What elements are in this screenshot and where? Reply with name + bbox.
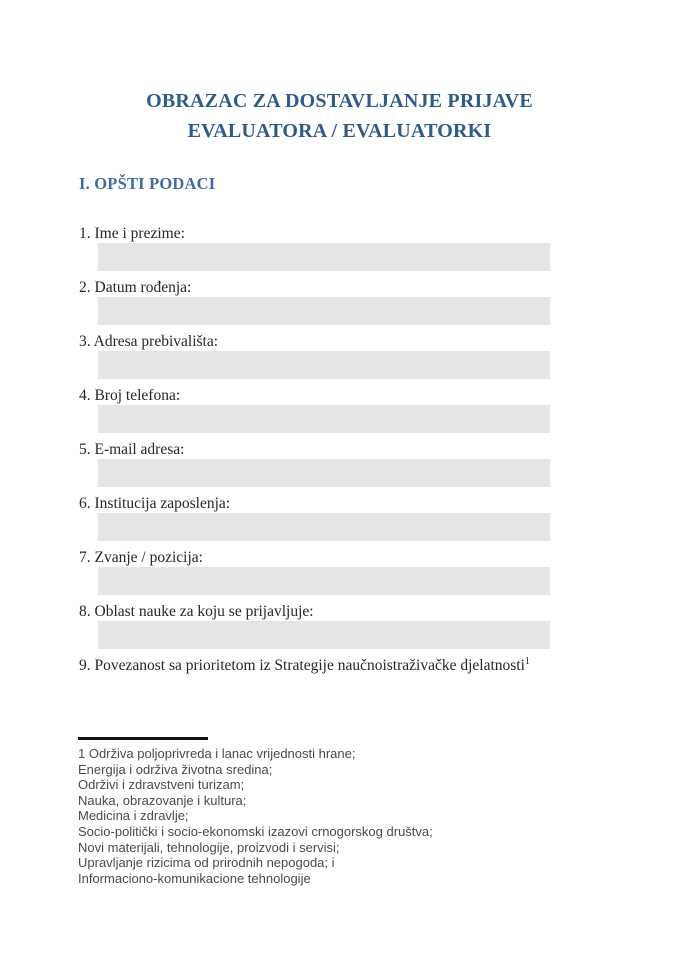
field-label [79,495,559,513]
field-input-7[interactable] [98,567,550,595]
field-label-text-2: 2. Datum rođenja: [79,279,192,296]
footnote-line: Nauka, obrazovanje i kultura; [78,792,247,808]
document-title-line2: EVALUATORA / EVALUATORKI [187,120,492,142]
footnote [78,737,578,886]
footnote-line: Medicina i zdravlje; [78,808,189,824]
form-field [79,225,559,271]
field-input-8[interactable] [98,621,550,649]
footnote-line: Održivi i zdravstveni turizam; [78,777,245,793]
field-label [79,279,559,297]
field-input-1[interactable] [98,243,550,271]
form-field [79,441,559,487]
field-input-6[interactable] [98,513,550,541]
field-label-text-5: 5. E-mail adresa: [79,441,185,458]
form-field [79,387,559,433]
footnote-line: Informaciono-komunikacione tehnologije [78,870,311,886]
footnote-lines [78,746,578,886]
form-field [79,657,559,675]
document-title [0,86,679,146]
form-field [79,603,559,649]
field-label-text-4: 4. Broj telefona: [79,387,181,404]
field-input-2[interactable] [98,297,550,325]
form-fields [79,225,559,675]
field-input-3[interactable] [98,351,550,379]
footnote-line: Upravljanje rizicima od prirodnih nepogoda; i [78,855,335,871]
field-label-text-7: 7. Zvanje / pozicija: [79,549,203,566]
field-label-text-3: 3. Adresa prebivališta: [79,333,219,350]
field-label [79,441,559,459]
field-label [79,387,559,405]
field-input-4[interactable] [98,405,550,433]
field-label [79,657,559,675]
section-heading: I. OPŠTI PODACI [79,174,216,193]
form-field [79,333,559,379]
form-field [79,279,559,325]
field-label [79,603,559,621]
footnote-line: Energija i održiva životna sredina; [78,761,273,777]
footnote-separator [78,737,208,740]
footnote-line: Socio-politički i socio-ekonomski izazovi crnogorskog društva; [78,823,433,839]
footnote-line: 1 Održiva poljoprivreda i lanac vrijednosti hrane; [78,746,356,761]
footnote-line: Novi materijali, tehnologije, proizvodi i servisi; [78,839,340,855]
field-label-superscript: 1 [524,655,530,667]
field-label [79,333,559,351]
document-title-line1: OBRAZAC ZA DOSTAVLJANJE PRIJAVE [146,90,533,112]
form-field [79,549,559,595]
field-input-5[interactable] [98,459,550,487]
form-field [79,495,559,541]
field-label-text-6: 6. Institucija zaposlenja: [79,495,231,512]
field-label-text-1: 1. Ime i prezime: [79,225,185,242]
field-label-text-9: 9. Povezanost sa prioritetom iz Strategije naučnoistraživačke djelatnosti [79,657,525,674]
field-label-text-8: 8. Oblast nauke za koju se prijavljuje: [79,603,314,620]
field-label [79,225,559,243]
field-label [79,549,559,567]
